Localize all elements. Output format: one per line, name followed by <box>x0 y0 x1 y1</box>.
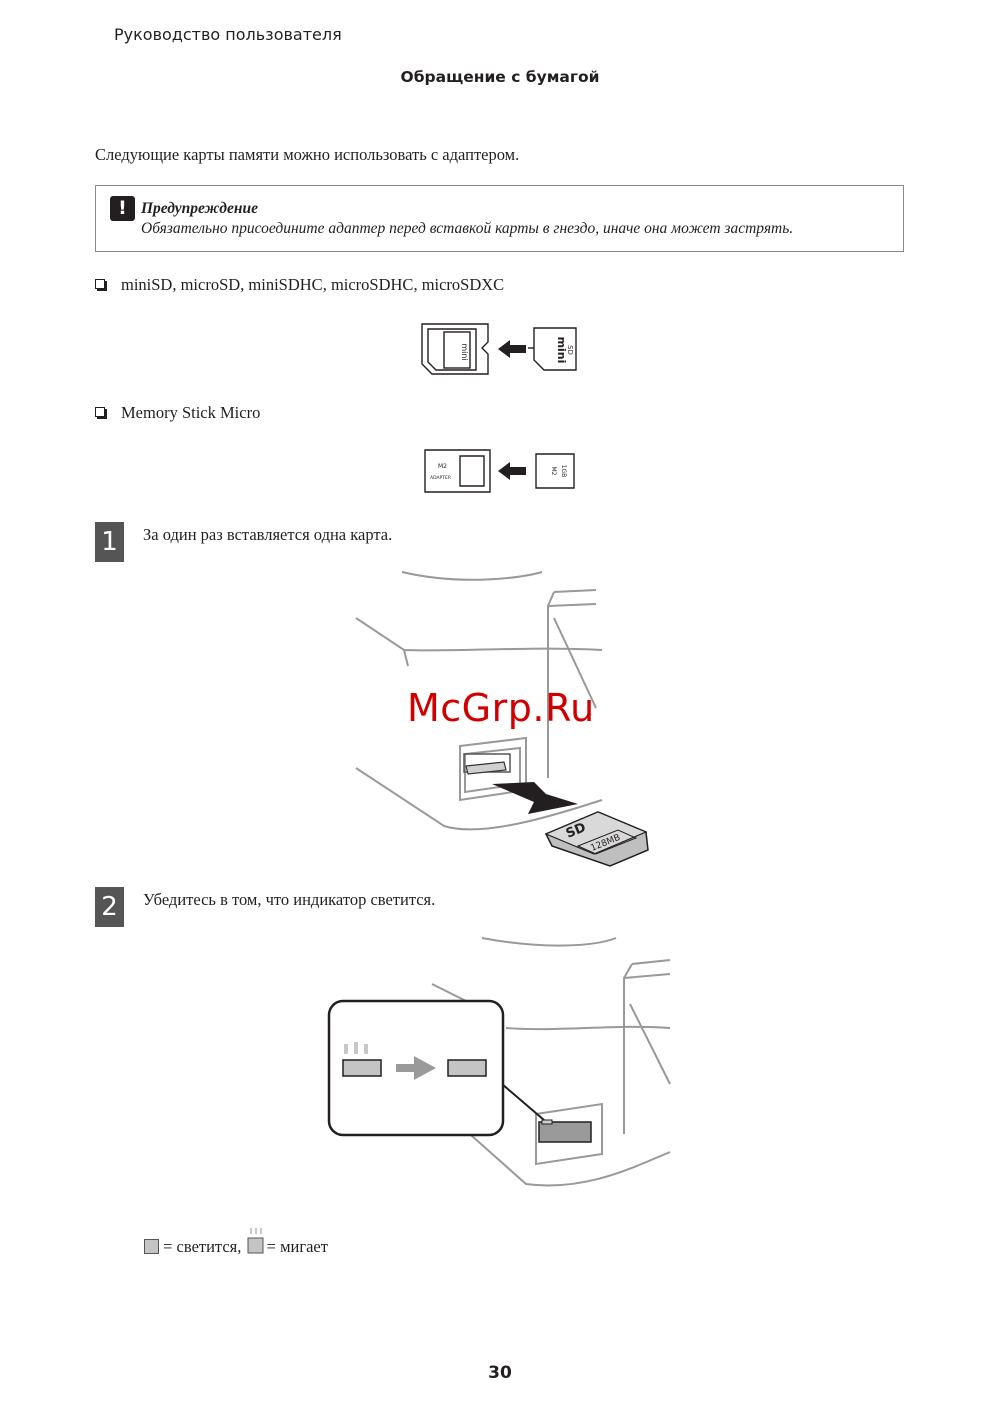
blinking-square-icon <box>246 1239 263 1254</box>
insert-arrow-icon <box>498 340 526 358</box>
indicator-lit-icon <box>448 1060 486 1076</box>
checkbox-bullet-icon <box>95 279 105 289</box>
warning-icon: ! <box>110 196 135 221</box>
indicator-lamp <box>542 1120 552 1124</box>
card-label: mini <box>555 336 568 364</box>
card-brand: M2 <box>550 466 557 476</box>
card-capacity: 1GB <box>560 464 567 478</box>
step-number-2: 2 <box>95 887 124 927</box>
step-text-2: Убедитесь в том, что индикатор светится. <box>143 890 436 909</box>
bullet-label: miniSD, microSD, miniSDHC, microSDHC, microSDXC <box>121 275 505 294</box>
insert-arrow-icon <box>498 462 526 480</box>
intro-text: Следующие карты памяти можно использовать с адаптером. <box>95 145 520 164</box>
bullet-label: Memory Stick Micro <box>121 403 261 422</box>
sd-logo: SD <box>566 345 574 355</box>
sd-logo: SD <box>563 820 589 842</box>
lit-square-icon <box>144 1239 159 1254</box>
section-title: Обращение с бумагой <box>400 68 600 86</box>
adapter-label: mini <box>460 343 469 361</box>
legend-blink-text: = мигает <box>266 1237 328 1256</box>
minisd-adapter-illustration <box>418 320 583 378</box>
bullet-item-memory-stick <box>95 403 260 423</box>
indicator-legend <box>144 1237 328 1257</box>
adapter-brand: M2 <box>438 463 447 470</box>
card-in-slot <box>539 1122 591 1142</box>
step-text-1: За один раз вставляется одна карта. <box>143 525 393 544</box>
step-number-1: 1 <box>95 522 124 562</box>
memory-stick-adapter-illustration <box>420 446 580 496</box>
card-capacity: 128MB <box>589 832 622 854</box>
indicator-blinking-icon <box>343 1060 381 1076</box>
insert-arrow-icon <box>492 782 578 814</box>
warning-text: Обязательно присоедините адаптер перед вставкой карты в гнездо, иначе она может застрять. <box>141 220 794 237</box>
watermark: McGrp.Ru <box>407 686 595 730</box>
bullet-item-minisd <box>95 275 504 295</box>
sd-card <box>546 812 648 866</box>
running-header: Руководство пользователя <box>114 25 342 44</box>
page-number: 30 <box>488 1363 512 1383</box>
indicator-light-illustration <box>326 934 674 1202</box>
warning-box <box>95 185 904 252</box>
adapter-label: ADAPTER <box>430 476 451 481</box>
legend-lit-text: = светится, <box>163 1237 242 1256</box>
checkbox-bullet-icon <box>95 407 105 417</box>
warning-title: Предупреждение <box>141 200 258 217</box>
